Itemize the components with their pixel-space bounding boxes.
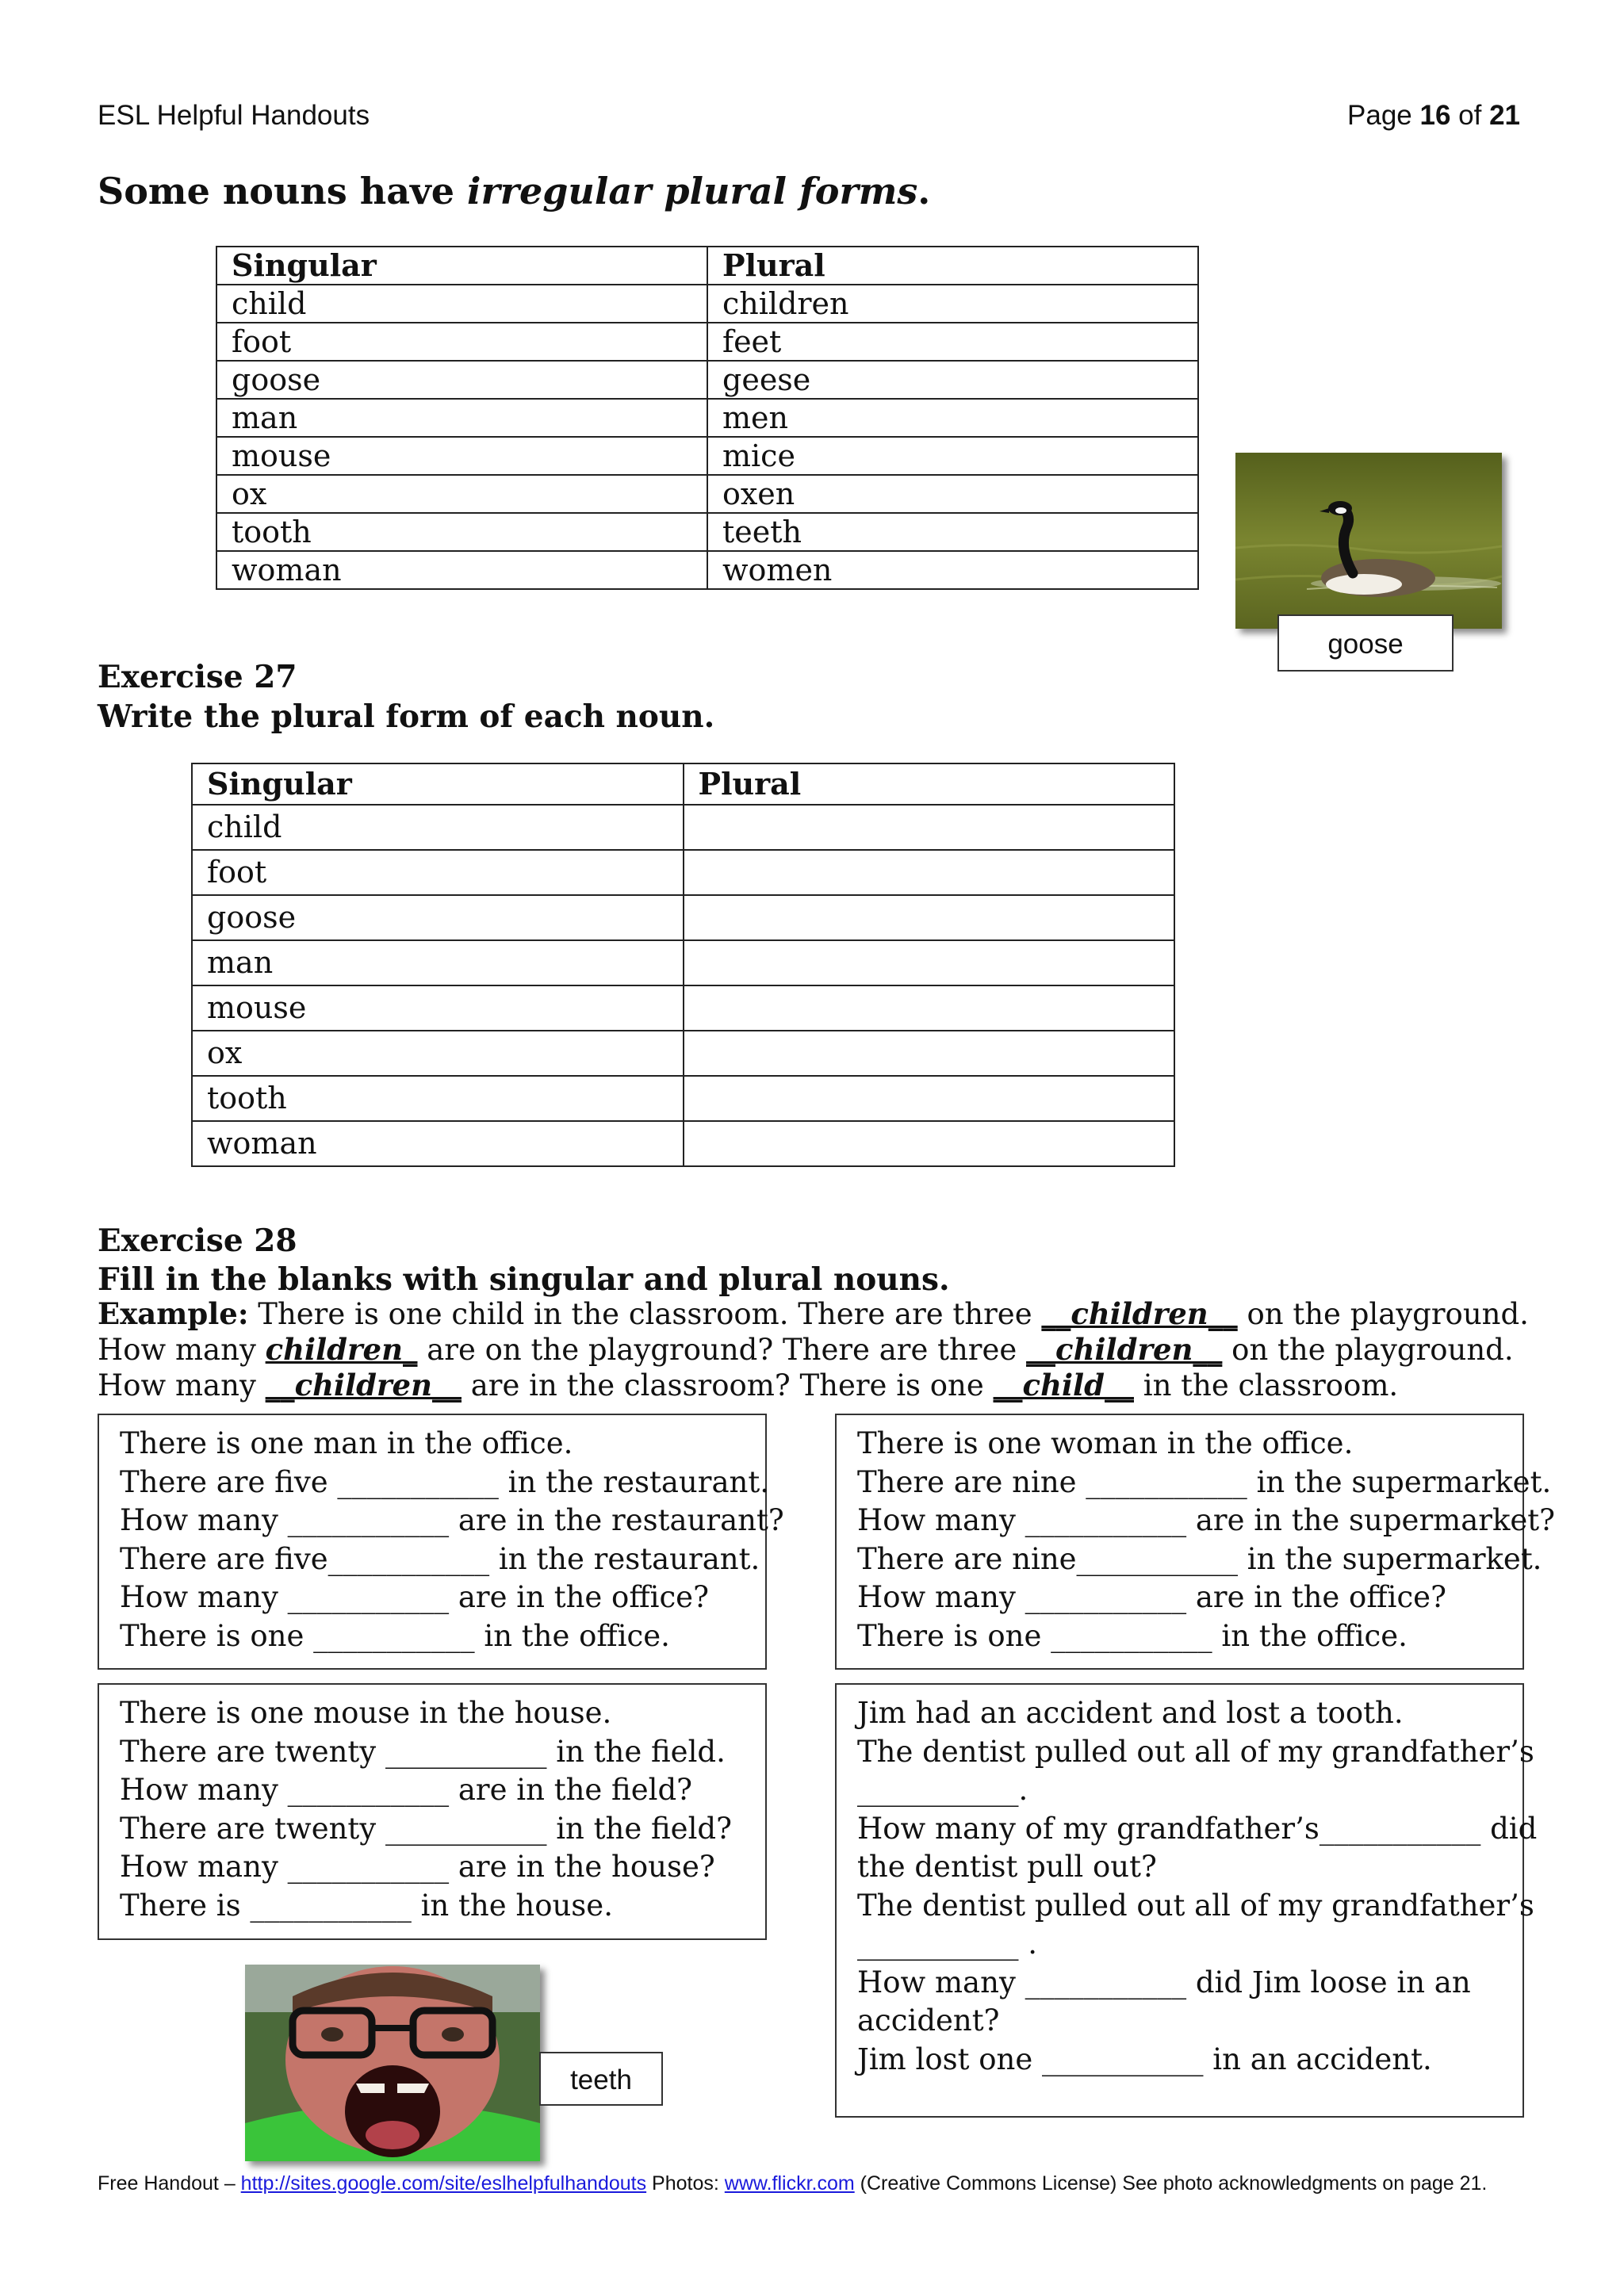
goose-illustration [1235, 453, 1502, 629]
flickr-link[interactable]: www.flickr.com [724, 2172, 855, 2195]
exercise-box-mouse: There is one mouse in the house. There are twenty ___________ in the field. How many ___________ are in the field? There are twenty ___________ in the field? How many ___________ are in the house? There is ___________ in the house. [98, 1683, 767, 1940]
table-row: man men [216, 399, 1198, 437]
table-row: ox oxen [216, 475, 1198, 513]
table-header-row [192, 763, 1174, 805]
exercise-28-example [98, 1296, 1529, 1403]
exercise-27-instruction: Write the plural form of each noun. [98, 698, 715, 735]
table-row: tooth teeth [216, 513, 1198, 551]
table-row: goose geese [216, 361, 1198, 399]
answer-cell[interactable] [684, 1121, 1175, 1166]
exercise-28-instruction: Fill in the blanks with singular and plural nouns. [98, 1261, 950, 1298]
table-row: goose [192, 895, 1174, 940]
exercise-box-tooth: Jim had an accident and lost a tooth. The dentist pulled out all of my grandfather’s ___________. How many of my grandfather’s___________ did the dentist pull out? The dentist pulled out all of my grandfather’s ___________ . How many ___________ did Jim loose in an accident? Jim lost one ___________ in an accident. [835, 1683, 1524, 2118]
goose-caption: goose [1277, 614, 1454, 672]
answer-cell[interactable] [684, 805, 1175, 850]
handouts-link[interactable]: http://sites.google.com/site/eslhelpfulhandouts [240, 2172, 647, 2195]
table-row: foot [192, 850, 1174, 895]
exercise-box-man: There is one man in the office. There are five ___________ in the restaurant. How many ___________ are in the restaurant? There are five___________ in the restaurant. How many ___________ are in the office? There is one ___________ in the office. [98, 1414, 767, 1670]
example-line-2: How many children_ are on the playground? There are three __children__ on the playground. [98, 1332, 1514, 1367]
answer-cell[interactable] [684, 850, 1175, 895]
answer-cell[interactable] [684, 940, 1175, 985]
table-row: tooth [192, 1076, 1174, 1121]
column-header-plural: Plural [707, 247, 1198, 285]
table-row: mouse mice [216, 437, 1198, 475]
teeth-photo [245, 1965, 540, 2161]
header-title: ESL Helpful Handouts [98, 100, 370, 131]
child-teeth-illustration [245, 1965, 540, 2161]
irregular-plurals-table [216, 246, 1199, 590]
table-row: foot feet [216, 323, 1198, 361]
table-row: man [192, 940, 1174, 985]
exercise-27-title: Exercise 27 [98, 659, 297, 695]
table-row: child children [216, 285, 1198, 323]
column-header-singular: Singular [216, 247, 707, 285]
footer: Free Handout – http://sites.google.com/site/eslhelpfulhandouts Photos: www.flickr.com (Creative Commons License) See photo acknowledgments on page 21. [98, 2172, 1488, 2195]
column-header-plural: Plural [684, 763, 1175, 805]
answer-cell[interactable] [684, 1076, 1175, 1121]
table-header-row [216, 247, 1198, 285]
example-line-3: How many __children__ are in the classroom? There is one __child__ in the classroom. [98, 1368, 1399, 1402]
goose-photo [1235, 453, 1502, 629]
table-row: ox [192, 1031, 1174, 1076]
answer-cell[interactable] [684, 1031, 1175, 1076]
exercise-27-table [191, 763, 1175, 1167]
table-row: mouse [192, 985, 1174, 1031]
page-heading: Some nouns have irregular plural forms. [98, 170, 931, 212]
table-row: child [192, 805, 1174, 850]
example-line-1: Example: There is one child in the classroom. There are three __children__ on the playground. [98, 1296, 1529, 1331]
column-header-singular: Singular [192, 763, 684, 805]
exercise-28-title: Exercise 28 [98, 1223, 297, 1259]
table-row: woman [192, 1121, 1174, 1166]
table-row: woman women [216, 551, 1198, 589]
answer-cell[interactable] [684, 985, 1175, 1031]
teeth-caption: teeth [539, 2052, 663, 2106]
page-number: Page 16 of 21 [1347, 100, 1520, 131]
exercise-box-woman: There is one woman in the office. There are nine ___________ in the supermarket. How many ___________ are in the supermarket? There are nine___________ in the supermarket. How many ___________ are in the office? There is one ___________ in the office. [835, 1414, 1524, 1670]
answer-cell[interactable] [684, 895, 1175, 940]
